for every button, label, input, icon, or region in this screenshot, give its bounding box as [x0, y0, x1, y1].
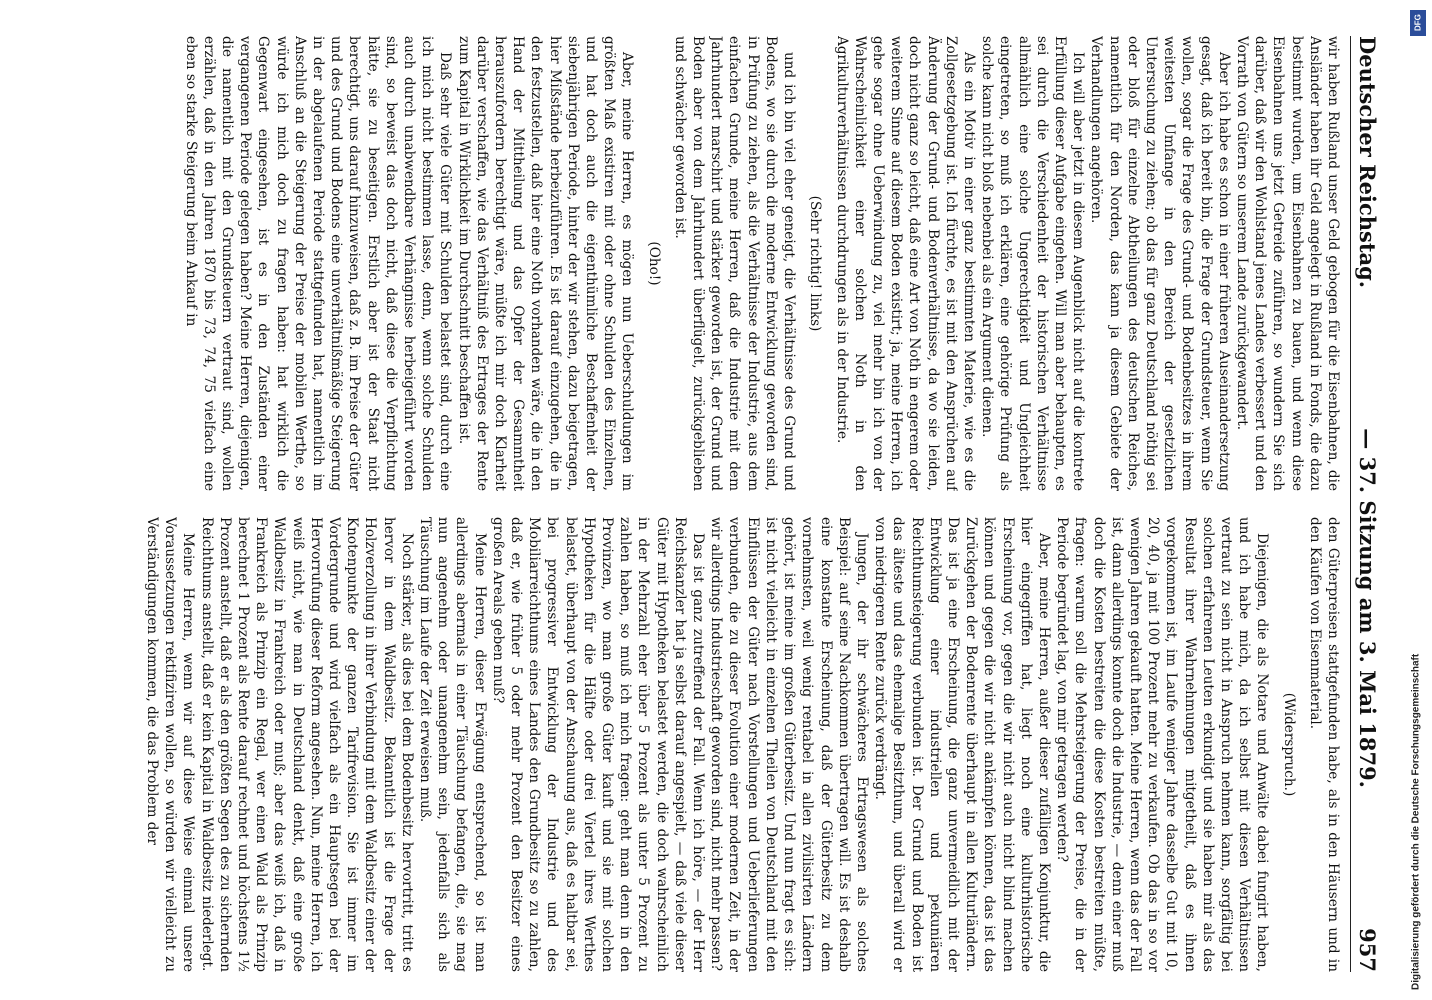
- left-column: [22, 36, 1342, 491]
- paragraph: Aber, meine Herren, außer dieser zufälligen Konjunktur, die hier eingegriffen hat, liegt noch eine kulturhistorische Erscheinung vor, gegen die wir nicht auch nicht blind machen können und gegen die wir nicht ankämpfen können, das ist das Zurückgehen der Bodenrente überhaupt in allen Kulturländern. Das ist ja eine Erscheinung, die ganz unvermeidlich mit der Entwicklung einer industriellen und pekuniären Reichthumsteigerung verbunden ist. Der Grund und Boden ist das älteste und das ehemalige Besitzthum, und überall wird er von niedrigeren Rente zurück verdrängt.: [872, 517, 1052, 972]
- paragraph: und ich bin viel eher geneigt, die Verhältnisse des Grund und Bodens, wo sie durch die moderne Entwicklung geworden sind, in Prüfung zu ziehen, als die Verhältnisse der Industrie, aus dem einfachen Grunde, meine Herren, daß die Industrie mit dem Jahrhundert marschirt und stärker geworden ist, der Grund und Boden aber von dem Jahrhundert überflügelt, zurückgeblieben und schwächer geworden ist.: [671, 36, 798, 491]
- header-left: Deutscher Reichstag.: [1355, 36, 1380, 289]
- paragraph: den Güterpreisen stattgefunden habe, als in den Häusern und in den Käufen von Eisenmaterial.: [1306, 517, 1341, 972]
- page-header: [1350, 36, 1380, 972]
- paragraph: Aber, meine Herren, es mögen nun Ueberschuldungen im größten Maß existiren mit oder ohne Schulden des Einzelnen, und hat doch auch die eigenthümliche Beschaffenheit der siebenjährigen Periode, hinter der wir stehen, dazu beigetragen, hier Mißstände herbeizuführen. Es ist darauf einzugehen, die in den festzustellen, daß hier eine Noth vorhanden wäre, die in den Hand der Mittheilung und das Opfer der Gesammtheit herauszufordern berechtigt wäre, müßte ich mir doch Klarheit darüber verschaffen, wie das Verhältniß des Ertrages der Rente zum Kapital in Wirklichkeit im Durchschnitt beschaffen ist.: [455, 36, 636, 491]
- paragraph: Noch stärker, als dies bei dem Bodenbesitz hervortritt, tritt es hervor in dem Waldbesitz. Bekanntlich ist die Frage der Holzverzollung in ihrer Verbindung mit dem Waldbesitz einer der Knotenpunkte der ganzen Tarifrevision. Sie ist immer im Vordergrunde und wird vielfach als ein Hauptsegen bei der Hervorrufung dieser Reform angesehen. Nun, meine Herren, ich weiß nicht, wie man in Deutschland denkt, daß eine große Waldbesitz in Frankreich oder muß; aber das weiß ich, daß in Frankreich als Prinzip ein Regal, wer einen Wald als Prinzip berechnet 1 Prozent als Rente darauf rechnet und höchstens 1½ Prozent anstellt, daß er als den größten Segen des zu sichernden Reichthums anstellt, daß er kein Kapital in Waldbesitz niederlegt.: [198, 517, 415, 972]
- paragraph: wir haben Rußland unser Geld gebogen für die Eisenbahnen, die Ansländer haben ihr Geld angelegt in Rußland in Fonds, die dazu bestimmt wurden, um Eisenbahnen zu bauen, und wenn diese Eisenbahnen uns jetzt Getreide zuführen, so wundern Sie sich darüber, daß wir den Wohlstand jenes Landes verbessert und den Vorrath von Gütern so unserem Lande zurückgewandert.: [1233, 36, 1341, 491]
- digitization-note: Digitalisierung gefördert durch die Deutsche Forschungsgemeinschaft: [1410, 653, 1422, 990]
- paragraph-interjection: (Sehr richtig! links): [807, 195, 824, 332]
- paragraph: Meine Herren, wenn wir auf diese Weise einmal unsere Voraussetzungen rektifiziren wollen, so würden wir vielleicht zu Verständigungen kommen, die das Problem der: [144, 517, 197, 972]
- header-center: — 37. Sitzung am 3. Mai 1879.: [1355, 428, 1380, 788]
- paragraph: Das ist ganz zutreffend der Fall. Wenn ich höre, — der Herr Reichskanzler hat ja selbst darauf angespielt, — daß viele dieser Güter mit Hypotheken belastet werden, die doch wahrscheinlich in der Mehrzahl eher über 5 Prozent als unter 5 Prozent zu zahlen haben, so muß ich mich fragen: geht man denn in den Provinzen, wo man große Güter kauft und sie mit solchen Hypotheken für die Hälfte oder drei Viertel ihres Werthes belastet, überhaupt von der Anschauung aus, daß es haltbar sei, bei progressiver Entwicklung der Industrie und des Mobiliarreichthums eines Landes den Grundbesitz so zu zahlen, daß er, wie früher 5 oder mehr Prozent den Besitzer eines großen Areals geben muß?: [489, 517, 707, 972]
- right-column: [22, 517, 1342, 972]
- page-number: 957: [1355, 928, 1380, 972]
- paragraph: Meine Herren, dieser Erwägung entsprechend, so ist man allerdings abermals in einer Täuschung befangen, die, sie mag nun angenehm oder unangenehm sein, jedenfalls sich als Täuschung im Laufe der Zeit erweisen muß.: [417, 517, 488, 972]
- paragraph: Als ein Motiv in einer ganz bestimmten Materie, wie es die Zollgesetzgebung ist. Ich fürchte, es ist mit den Ansprüchen auf Änderung der Grund- und Bodenverhältnisse, da wo sie leiden, doch nicht ganz so leicht, daß eine Art von Noth in engerem oder weiterem Sinne auf diesem Boden existirt; ja, meine Herren, ich gehe sogar ohne Ueberwindung zu, viel mehr bin ich von der Wahrscheinlichkeit einer solchen Noth in den Agrikulturverhältnissen durchdrungen als in der Industrie.: [833, 36, 977, 491]
- paragraph-interjection: (Widerspruch.): [1280, 692, 1297, 797]
- paragraph-interjection: (Oho!): [645, 241, 662, 286]
- paragraph: Aber ich habe es schon in einer früheren Auseinandersetzung gesagt, daß ich bereit bin, die Frage der Grundsteuer, wenn Sie wollen, sogar die Frage des Grund- und Bodenbesitzes in ihrem weitesten Umfange in den Bereich der gesetzlichen Untersuchung zu ziehen; ob das für ganz Deutschland nöthig sei oder bloß für einzelne Abtheilungen des deutschen Reiches, namentlich für den Norden, das kann ja diesem Gebiete der Verhandlungen angehören.: [1088, 36, 1232, 491]
- dfg-logo: DFG: [1410, 10, 1426, 36]
- text-columns: [22, 36, 1342, 972]
- paragraph: Ich will aber jetzt in diesem Augenblick nicht auf die kontrete Erfüllung dieser Aufgabe eingehen. Will man aber behaupten, es sei durch die Verschiedenheit der historischen Verhältnisse allmählich eine solche Ungerechtigkeit und Ungleichheit eingetreten, so muß ich erklären, eine gehörige Prüfung als solche kann nicht bloß nebenbei als ein Argument dienen.: [979, 36, 1087, 491]
- paragraph: Daß sehr viele Güter mit Schulden belastet sind, durch eine ich mich nicht bestimmen lasse, denn, wenn solche Schulden auch durch unabwendbare Verhängnisse herbeigeführt worden sind, so beweist das doch nicht, daß diese die Verpflichtung hätte, sie zu beseitigen. Erstlich aber ist der Staat nicht berechtigt, uns darauf hinzuweisen, daß z. B. im Preise der Güter und des Grund und Bodens eine unverhältnißmäßige Steigerung in der abgelaufenen Periode stattgefunden hat, namentlich im Anschluß an die Steigerung der Preise der mobilen Werthe, so würde ich mich doch zu fragen haben: hat wirklich die Gegenwart eingesehen, ist es in den Zuständen einer vergangenen Periode gelegen haben? Meine Herren, diejenigen, die namentlich mit den Grundsteuern vertraut sind, wollen erzählen, daß in den Jahren 1870 bis 73, 74, 75 vielfach eine eben so starke Steigerung beim Ankauf in: [182, 36, 454, 491]
- paragraph: Diejenigen, die als Notare und Anwälte dabei fungirt haben, und ich habe mich, da ich selbst mit diesen Verhältnissen vertraut zu sein nicht in Anspruch nehmen kann, sorgfältig bei solchen erfahrenen Leuten erkundigt und sie haben mir als das Resultat ihrer Wahrnehmungen mitgetheilt, daß es ihnen vorgekommen ist, im Laufe weniger Jahre dasselbe Gut mit 10, 20, 40, ja mit 100 Prozent mehr zu verkaufen. Ob das in so vor wenigen Jahren gekauft hatten. Meine Herren, wenn das der Fall ist, dann allerdings konnte doch die Industrie, — denn einer muß doch die Kosten bestreiten die diese Kosten bestreiten müßte, fragen: warum soll die Mehrsteigerung der Preise, die in der Periode begründet lag, von mir getragen werden?: [1054, 517, 1271, 972]
- paragraph: Jungen, der ihr schwächeres Ertragswesen als solches Beispiel: auf seine Nachkommen übertragen will. Es ist deshalb eine konstante Erscheinung, daß der Güterbesitz zu dem vornehmsten, weil wenig rentabel in allen zivilisirten Ländern gehört, ist meine im großen Güterbesitz. Und nun fragt es sich: ist nicht vielleicht in einzelnen Theilen von Deutschland mit den Einflüssen der Güter nach Vorstellungen und Ueberlieferungen verbunden, die zu dieser Evolution einer modernen Zeit, in der wir allerdings Industrieschaft geworden sind, nicht mehr passen?: [708, 517, 870, 972]
